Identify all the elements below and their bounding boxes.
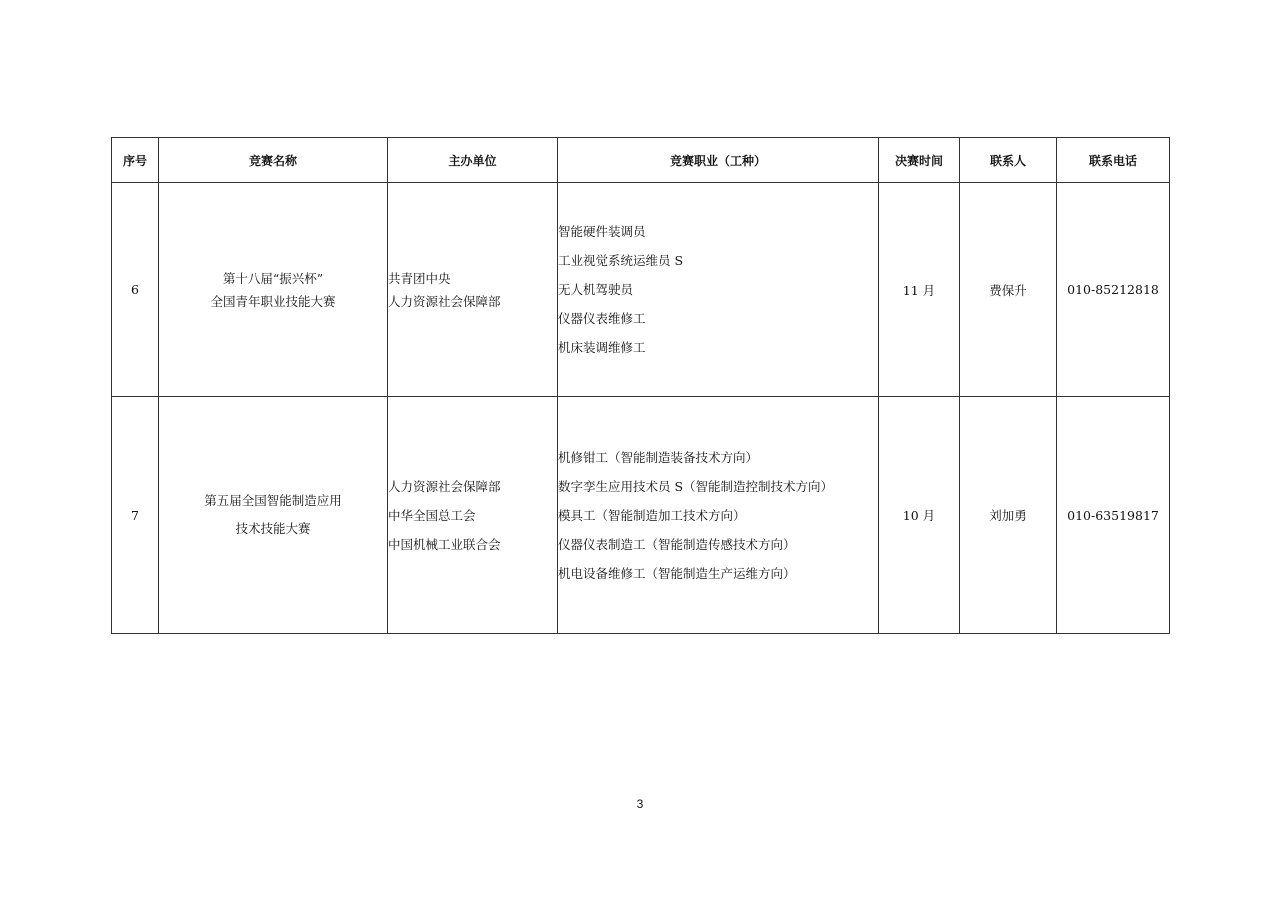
organizer-line: 中华全国总工会 <box>388 507 476 523</box>
occupation-item: 智能硬件装调员 <box>558 224 646 239</box>
contest-name-line: 技术技能大赛 <box>235 521 311 536</box>
contest-name-line: 第五届全国智能制造应用 <box>204 493 342 508</box>
header-organizer: 主办单位 <box>388 138 558 183</box>
contact-cell: 费保升 <box>960 183 1057 397</box>
header-final-time: 决赛时间 <box>879 138 960 183</box>
seq-cell: 7 <box>112 397 159 634</box>
table-header-row <box>112 138 1170 183</box>
contest-name-line: 全国青年职业技能大赛 <box>210 293 336 309</box>
occupation-item: 仪器仪表维修工 <box>558 311 646 326</box>
organizer-line: 共青团中央 <box>388 270 451 286</box>
contest-name-cell <box>159 397 388 634</box>
header-occupations: 竞赛职业（工种） <box>558 138 879 183</box>
organizer-line: 人力资源社会保障部 <box>388 293 501 309</box>
occupation-item: 仪器仪表制造工（智能制造传感技术方向） <box>558 536 796 552</box>
seq-cell: 6 <box>112 183 159 397</box>
phone-cell: 010-63519817 <box>1057 397 1170 634</box>
occupation-item: 机电设备维修工（智能制造生产运维方向） <box>558 565 796 581</box>
contest-name-cell <box>159 183 388 397</box>
header-contact: 联系人 <box>960 138 1057 183</box>
page-number: 3 <box>636 797 644 811</box>
contest-name-line: 第十八届“振兴杯” <box>222 270 324 286</box>
final-time-cell: 11 月 <box>879 183 960 397</box>
occupation-item: 机修钳工（智能制造装备技术方向） <box>558 449 759 465</box>
occupation-item: 模具工（智能制造加工技术方向） <box>558 507 746 523</box>
organizer-line: 人力资源社会保障部 <box>388 478 501 494</box>
organizer-line: 中国机械工业联合会 <box>388 536 501 552</box>
final-time-cell: 10 月 <box>879 397 960 634</box>
contest-table <box>111 137 1170 634</box>
occupations-cell <box>558 183 879 397</box>
phone-cell: 010-85212818 <box>1057 183 1170 397</box>
header-seq: 序号 <box>112 138 159 183</box>
occupation-item: 数字孪生应用技术员 S（智能制造控制技术方向） <box>558 478 834 494</box>
organizer-cell <box>388 397 558 634</box>
header-name: 竞赛名称 <box>159 138 388 183</box>
contact-cell: 刘加勇 <box>960 397 1057 634</box>
occupations-cell <box>558 397 879 634</box>
table-row <box>112 397 1170 634</box>
header-phone: 联系电话 <box>1057 138 1170 183</box>
occupation-item: 工业视觉系统运维员 S <box>558 253 684 268</box>
organizer-cell <box>388 183 558 397</box>
table-row <box>112 183 1170 397</box>
occupation-item: 无人机驾驶员 <box>558 282 634 297</box>
occupation-item: 机床装调维修工 <box>558 340 646 355</box>
